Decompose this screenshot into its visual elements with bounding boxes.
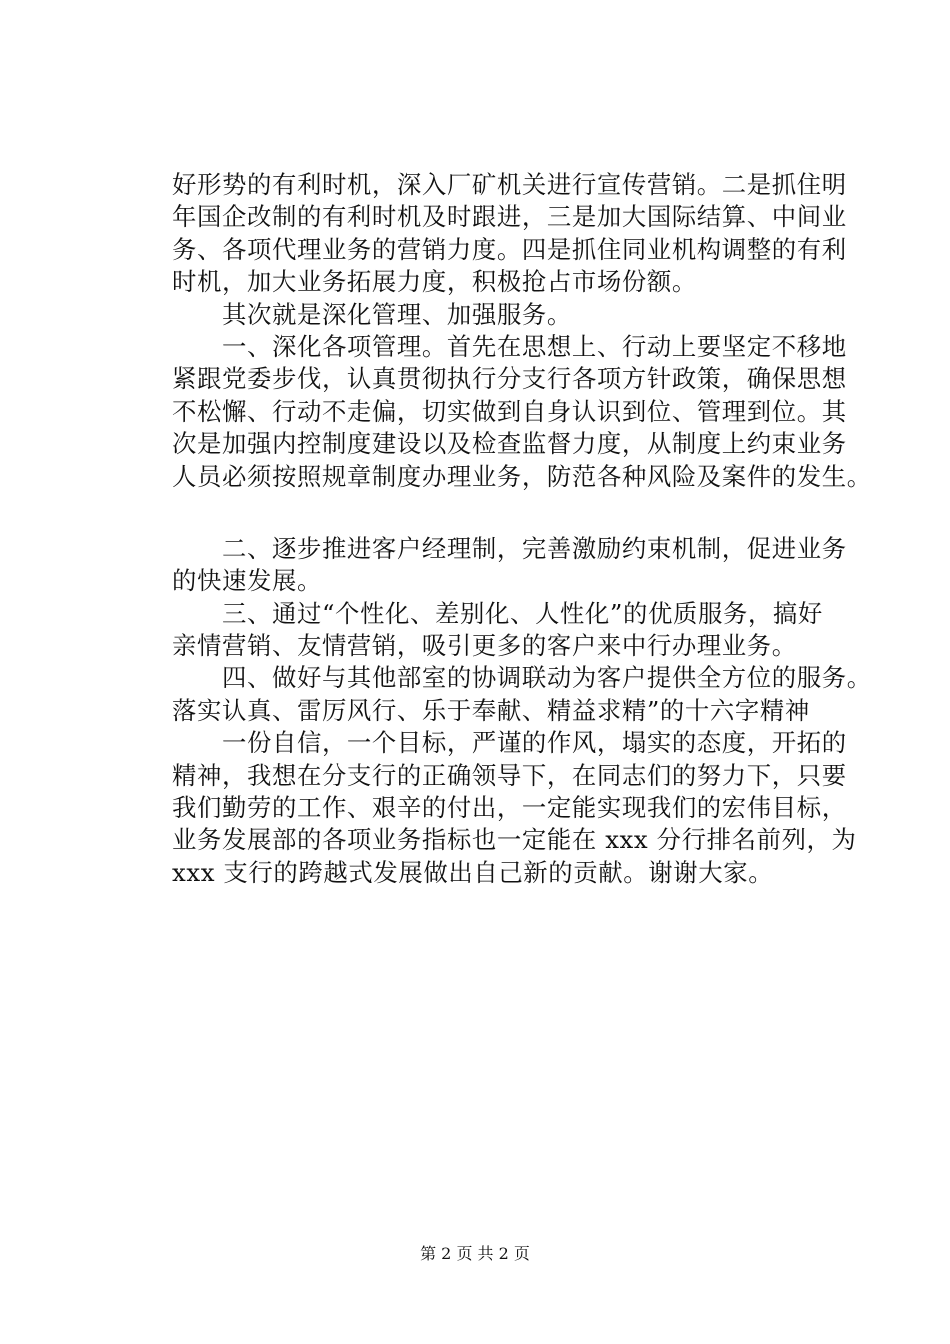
paragraph-gap [172, 493, 852, 533]
text-line: 精神，我想在分支行的正确领导下，在同志们的努力下，只要 [172, 760, 847, 790]
text-line: 的快速发展。 [172, 566, 322, 596]
text-line: 一、深化各项管理。首先在思想上、行动上要坚定不移地 [172, 331, 847, 361]
text-line: 好形势的有利时机，深入厂矿机关进行宣传营销。二是抓住明 [172, 170, 847, 199]
text-line: 四、做好与其他部室的协调联动为客户提供全方位的服务。 [172, 663, 872, 693]
document-body [172, 169, 872, 889]
page-number-footer: 第 2 页 共 2 页 [420, 1244, 530, 1263]
text-line: 业务发展部的各项业务指标也一定能在 xxx 分行排名前列，为 [172, 825, 857, 855]
text-line: 紧跟党委步伐，认真贯彻执行分支行各项方针政策，确保思想 [172, 364, 847, 394]
text-line: 务、各项代理业务的营销力度。四是抓住同业机构调整的有利 [172, 234, 847, 264]
text-line: 我们勤劳的工作、艰辛的付出，一定能实现我们的宏伟目标， [172, 793, 847, 823]
text-line: 一份自信，一个目标，严谨的作风，塌实的态度，开拓的 [172, 728, 847, 758]
text-line: 人员必须按照规章制度办理业务，防范各种风险及案件的发生。 [172, 461, 872, 491]
text-line: 其次就是深化管理、加强服务。 [172, 299, 572, 329]
text-line: 年国企改制的有利时机及时跟进，三是加大国际结算、中间业 [172, 202, 847, 232]
text-line: xxx 支行的跨越式发展做出自己新的贡献。谢谢大家。 [172, 857, 774, 887]
text-line: 时机，加大业务拓展力度，积极抢占市场份额。 [172, 267, 697, 297]
text-line: 次是加强内控制度建设以及检查监督力度，从制度上约束业务 [172, 429, 847, 459]
text-line: 二、逐步推进客户经理制，完善激励约束机制，促进业务 [172, 533, 847, 563]
text-line: 不松懈、行动不走偏，切实做到自身认识到位、管理到位。其 [172, 396, 847, 426]
text-line: 落实认真、雷厉风行、乐于奉献、精益求精”的十六字精神 [172, 695, 810, 725]
text-line: 亲情营销、友情营销，吸引更多的客户来中行办理业务。 [172, 631, 797, 661]
text-line: 三、通过“个性化、差别化、人性化”的优质服务，搞好 [172, 598, 823, 628]
